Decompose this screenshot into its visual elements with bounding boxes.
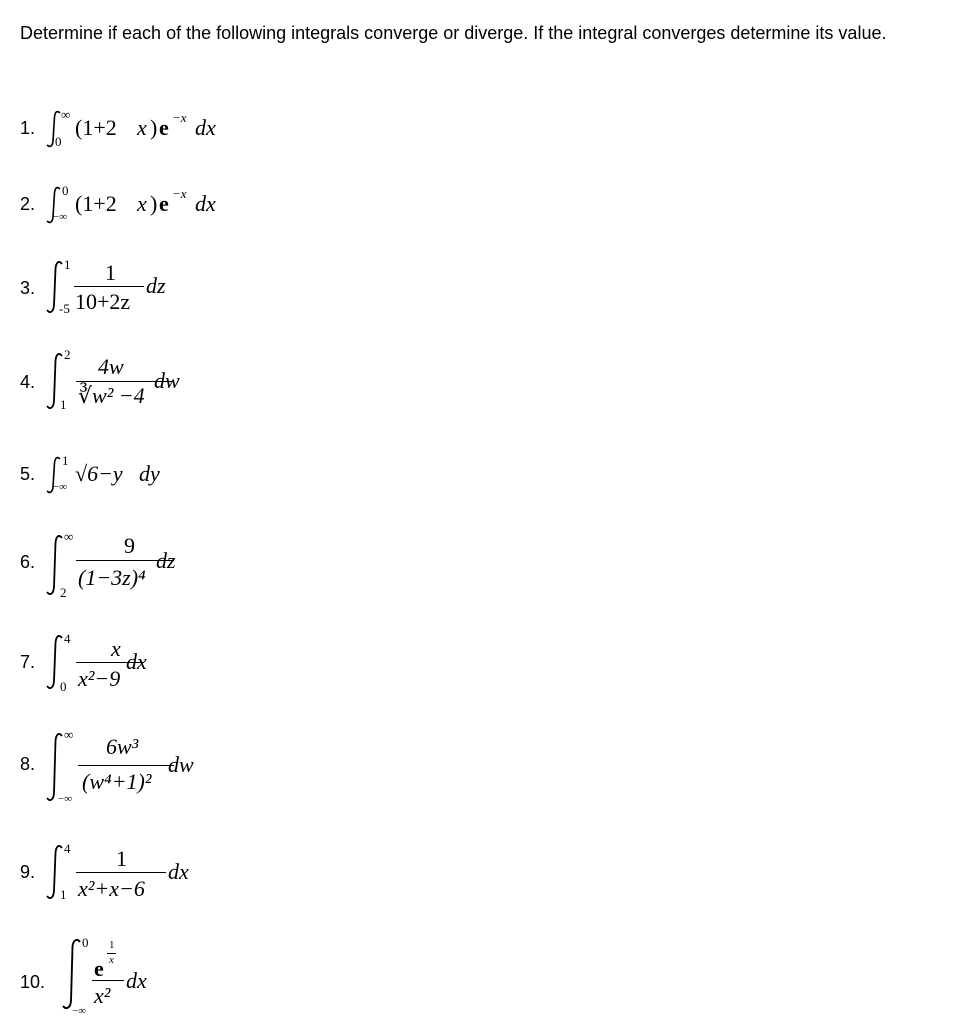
upper-limit: 4 <box>64 631 71 646</box>
denominator: ∛w² −4 <box>78 383 145 408</box>
lower-limit: −∞ <box>53 481 68 493</box>
differential: dw <box>168 752 194 777</box>
problem-9 <box>20 842 260 906</box>
upper-limit: 1 <box>62 453 69 468</box>
denominator: x²−9 <box>78 666 121 691</box>
problem-number: 4. <box>20 372 36 392</box>
numerator: 9 <box>124 533 135 558</box>
differential: dx <box>168 859 189 884</box>
numerator-base-e: e <box>94 956 104 981</box>
problem-number: 10. <box>20 972 46 992</box>
problem-8 <box>20 728 260 808</box>
problem-number: 5. <box>20 464 36 484</box>
integrand: √6−y <box>75 461 123 486</box>
upper-limit: ∞ <box>64 529 74 544</box>
numerator-exp-num: 1 <box>109 939 115 951</box>
integrand-paren-open: (1+2 <box>75 191 117 216</box>
exponential-e: e <box>159 191 169 216</box>
lower-limit: 1 <box>60 397 67 412</box>
upper-limit: ∞ <box>64 727 74 742</box>
problem-6 <box>20 530 260 602</box>
exponent: −x <box>172 110 187 125</box>
numerator: x <box>111 636 121 661</box>
integrand-paren-close: ) <box>150 191 158 216</box>
numerator: 1 <box>105 260 116 285</box>
fraction-bar <box>74 286 144 287</box>
integrand-paren-open: (1+2 <box>75 115 117 140</box>
problem-10 <box>20 932 260 1018</box>
integrand-var-x: x <box>137 191 147 216</box>
integral-sign-icon <box>62 938 82 1010</box>
lower-limit: −∞ <box>72 1005 87 1017</box>
denominator: 10+2z <box>75 289 131 314</box>
upper-limit: 4 <box>64 841 71 856</box>
problem-1 <box>20 108 260 153</box>
upper-limit: 0 <box>82 935 89 950</box>
differential: dx <box>195 115 216 140</box>
numerator-exp-den: x <box>109 954 114 966</box>
denominator: (w⁴+1)² <box>82 769 152 794</box>
problem-7 <box>20 632 260 696</box>
lower-limit: 2 <box>60 585 67 600</box>
problem-4 <box>20 348 260 414</box>
differential: dx <box>126 968 147 993</box>
problem-number: 3. <box>20 278 36 298</box>
problem-number: 6. <box>20 552 36 572</box>
problem-number: 2. <box>20 194 36 214</box>
fraction-bar <box>92 980 124 981</box>
exponent: −x <box>172 186 187 201</box>
lower-limit: −∞ <box>58 793 73 805</box>
fraction-bar <box>76 872 166 873</box>
upper-limit: 0 <box>62 183 69 198</box>
integral-sign-icon <box>46 732 64 802</box>
exponential-e: e <box>159 115 169 140</box>
problem-number: 8. <box>20 754 36 774</box>
instructions-text: Determine if each of the following integrals converge or diverge. If the integral converges determine its value. <box>20 23 887 43</box>
differential: dx <box>126 649 147 674</box>
differential: dz <box>156 548 176 573</box>
differential: dy <box>139 461 160 486</box>
fraction-bar <box>78 765 174 766</box>
lower-limit: 0 <box>55 134 62 149</box>
differential: dx <box>195 191 216 216</box>
lower-limit: −∞ <box>53 211 68 223</box>
lower-limit: -5 <box>59 301 70 316</box>
lower-limit: 1 <box>60 887 67 902</box>
differential: dz <box>146 273 166 298</box>
differential: dw <box>154 368 180 393</box>
problem-5 <box>20 454 260 499</box>
problem-3 <box>20 258 260 318</box>
lower-limit: 0 <box>60 679 67 694</box>
denominator: x² <box>94 983 111 1008</box>
upper-limit: ∞ <box>61 107 71 122</box>
problem-number: 7. <box>20 652 36 672</box>
denominator: x²+x−6 <box>78 876 145 901</box>
integrand-paren-close: ) <box>150 115 158 140</box>
upper-limit: 1 <box>64 257 71 272</box>
problem-number: 1. <box>20 118 36 138</box>
numerator: 6w³ <box>106 734 139 759</box>
integrand-var-x: x <box>137 115 147 140</box>
denominator: (1−3z)⁴ <box>78 565 146 590</box>
problem-number: 9. <box>20 862 36 882</box>
problem-2 <box>20 184 260 229</box>
upper-limit: 2 <box>64 347 71 362</box>
numerator: 1 <box>116 846 127 871</box>
numerator: 4w <box>98 354 124 379</box>
